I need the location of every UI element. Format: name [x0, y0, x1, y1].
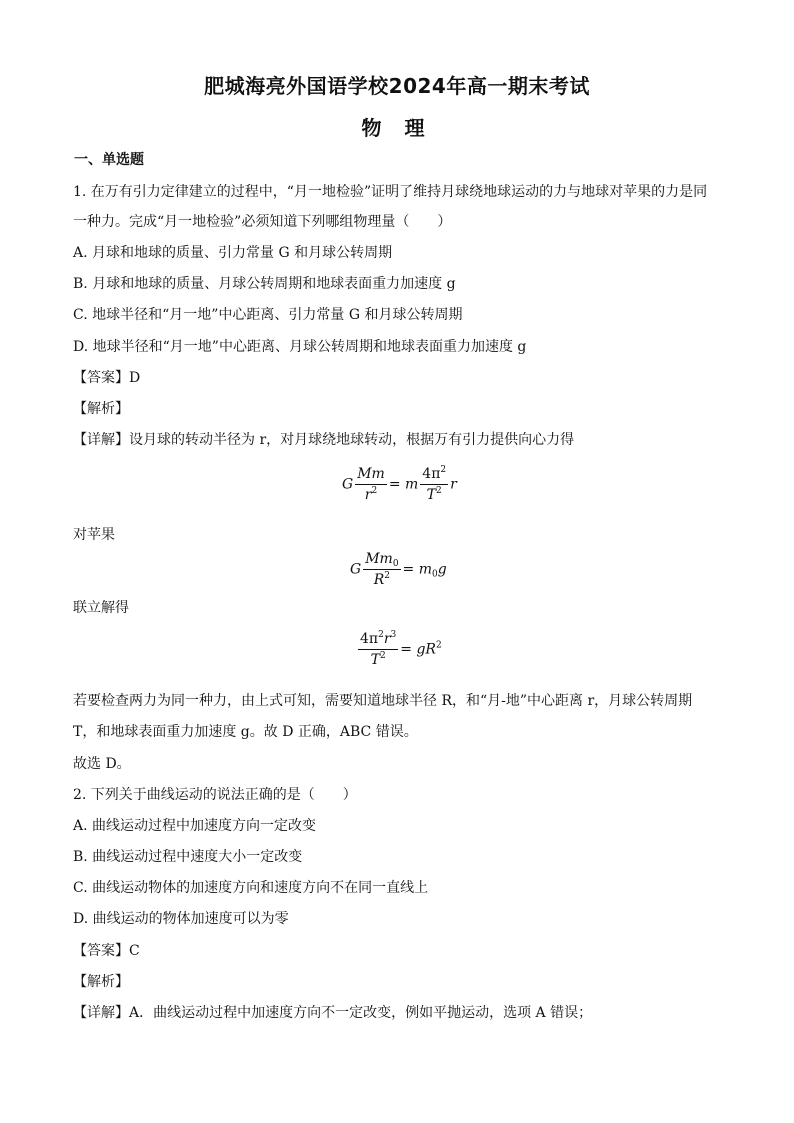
q2-answer [73, 941, 140, 961]
q2-stem: 2. 下列关于曲线运动的说法正确的是（ ） [73, 787, 357, 803]
q1-answer [73, 368, 140, 388]
q2-option-d: D. 曲线运动的物体加速度可以为零 [73, 911, 289, 927]
exam-title: 肥城海亮外国语学校2024年高一期末考试 [204, 74, 590, 98]
q1-final-choice: 故选 D。 [73, 756, 131, 772]
subject-title: 物 理 [361, 116, 433, 140]
q1-conclusion-line2: T，和地球表面重力加速度 g。故 D 正确，ABC 错误。 [73, 724, 418, 740]
q2-option-a: A. 曲线运动过程中加速度方向一定改变 [73, 818, 317, 834]
q2-option-b: B. 曲线运动过程中速度大小一定改变 [73, 849, 303, 865]
q1-option-c: C. 地球半径和“月一地”中心距离、引力常量 G 和月球公转周期 [73, 307, 463, 323]
q1-stem-line2: 一种力。完成“月一地检验”必须知道下列哪组物理量（ ） [73, 214, 452, 230]
q2-option-c: C. 曲线运动物体的加速度方向和速度方向不在同一直线上 [73, 880, 429, 896]
q1-detail [73, 430, 574, 450]
answer-value: C [129, 943, 140, 959]
detail-label: 【详解】 [73, 432, 129, 448]
q1-conclusion-line1: 若要检查两力为同一种力，由上式可知，需要知道地球半径 R，和“月-地”中心距离 r，月球公转周期 [73, 693, 693, 709]
q2-detail [73, 1003, 592, 1023]
formula-gravity-centripetal: G $\frac{Mm}{r^2}$ = m $\frac{4\pi^2}{T^2}$ r [342, 465, 457, 503]
q2-analysis-label [73, 972, 129, 992]
detail-text: A．曲线运动过程中加速度方向不一定改变，例如平抛运动，选项 A 错误； [129, 1005, 593, 1021]
q1-analysis-label [73, 399, 129, 419]
combine-text: 联立解得 [73, 600, 129, 616]
q1-option-b: B. 月球和地球的质量、月球公转周期和地球表面重力加速度 g [73, 276, 456, 292]
answer-value: D [129, 370, 141, 386]
q1-option-d: D. 地球半径和“月一地”中心距离、月球公转周期和地球表面重力加速度 g [73, 339, 527, 355]
formula-combined: $\frac{4\pi^2r^3}{T^2}$ = $gR^2$ [360, 630, 442, 668]
formula-apple-gravity: G $\frac{Mm_0}{R^2}$ = $m_0g$ [350, 551, 447, 588]
section-heading: 一、单选题 [74, 152, 144, 168]
answer-label: 【答案】 [73, 370, 129, 386]
q1-option-a: A. 月球和地球的质量、引力常量 G 和月球公转周期 [73, 245, 393, 261]
analysis-label: 【解析】 [73, 401, 129, 417]
answer-label: 【答案】 [73, 943, 129, 959]
q1-stem-line1: 1. 在万有引力定律建立的过程中，“月一地检验”证明了维持月球绕地球运动的力与地球对苹果的力是同 [73, 184, 708, 200]
apple-text: 对苹果 [73, 527, 115, 543]
detail-label: 【详解】 [73, 1005, 129, 1021]
detail-text: 设月球的转动半径为 r，对月球绕地球转动，根据万有引力提供向心力得 [129, 432, 575, 448]
analysis-label: 【解析】 [73, 974, 129, 990]
